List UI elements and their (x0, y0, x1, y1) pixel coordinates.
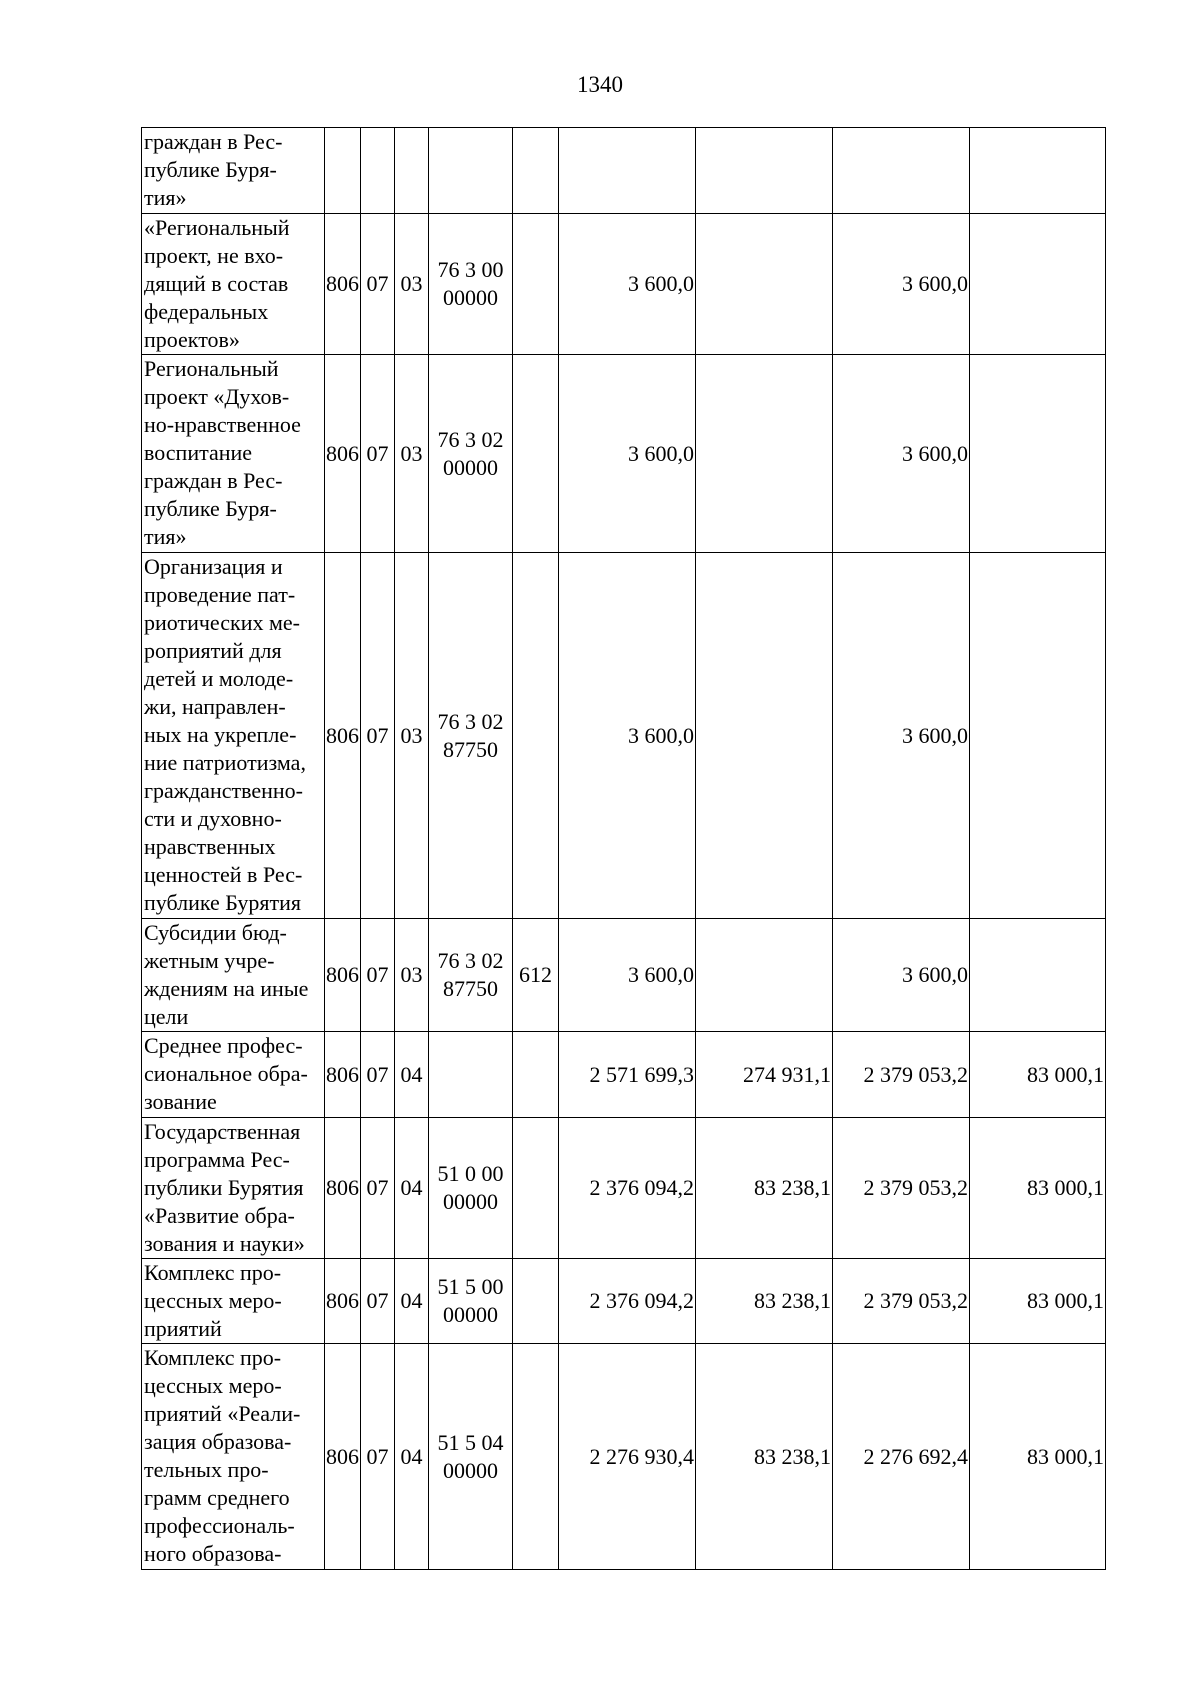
row-name-line: приятий (144, 1316, 222, 1341)
row-name-line: цессных меро- (144, 1373, 282, 1398)
ministry-code-cell: 806 (325, 1032, 361, 1118)
row-name-line: Региональный (144, 356, 279, 381)
page-number: 1340 (577, 72, 623, 97)
row-name-line: зование (144, 1089, 217, 1114)
row-name-line: ного образова- (144, 1541, 282, 1566)
table-row (142, 1118, 1106, 1259)
target-article-cell (429, 919, 513, 1032)
row-name-line: цели (144, 1004, 189, 1029)
republic-amount-cell: 2 379 053,2 (833, 1032, 970, 1118)
target-article-line: 00000 (443, 1189, 498, 1214)
ministry-code-cell: 806 (325, 355, 361, 553)
federal-amount-cell (696, 355, 833, 553)
target-article-cell (429, 553, 513, 919)
row-name-line: детей и молоде- (144, 666, 294, 691)
target-article-line: 76 3 00 (437, 257, 504, 282)
subsection-code-cell: 04 (395, 1118, 429, 1259)
section-code-cell: 07 (361, 355, 395, 553)
row-name-line: зация образова- (144, 1429, 292, 1454)
row-name-cell (142, 128, 325, 214)
row-name-line: Субсидии бюд- (144, 920, 287, 945)
total-amount-cell: 3 600,0 (559, 214, 696, 355)
ministry-code-cell: 806 (325, 919, 361, 1032)
target-article-line: 87750 (443, 736, 498, 762)
ministry-code-cell (325, 128, 361, 214)
row-name-line: приятий «Реали- (144, 1401, 301, 1426)
other-amount-cell (970, 355, 1106, 553)
federal-amount-cell: 83 238,1 (696, 1118, 833, 1259)
target-article-line: 76 3 02 (437, 948, 504, 973)
total-amount-cell: 2 376 094,2 (559, 1259, 696, 1344)
row-name-line: цессных меро- (144, 1288, 282, 1313)
federal-amount-cell: 83 238,1 (696, 1259, 833, 1344)
target-article-line: 00000 (443, 1457, 498, 1483)
table-row (142, 553, 1106, 919)
row-name-line: публике Буря- (144, 157, 277, 182)
total-amount-cell: 2 276 930,4 (559, 1344, 696, 1570)
target-article-cell (429, 128, 513, 214)
ministry-code-cell: 806 (325, 1118, 361, 1259)
expense-type-cell (513, 1259, 559, 1344)
target-article-line: 76 3 02 (437, 708, 504, 734)
row-name-cell (142, 1118, 325, 1259)
expense-type-cell (513, 128, 559, 214)
target-article-line: 51 5 00 (437, 1274, 504, 1299)
row-name-line: публике Буря- (144, 496, 277, 521)
expense-type-cell (513, 553, 559, 919)
row-name-line: программа Рес- (144, 1147, 290, 1172)
target-article-line: 00000 (443, 1302, 498, 1327)
row-name-line: Среднее профес- (144, 1033, 303, 1058)
row-name-line: роприятий для (144, 638, 282, 663)
section-code-cell: 07 (361, 1032, 395, 1118)
federal-amount-cell (696, 128, 833, 214)
row-name-line: риотических ме- (144, 610, 300, 635)
ministry-code-cell: 806 (325, 1344, 361, 1570)
section-code-cell: 07 (361, 919, 395, 1032)
other-amount-cell (970, 919, 1106, 1032)
row-name-cell (142, 553, 325, 919)
republic-amount-cell: 3 600,0 (833, 214, 970, 355)
row-name-line: дящий в состав (144, 271, 289, 296)
row-name-line: граждан в Рес- (144, 468, 283, 493)
section-code-cell: 07 (361, 553, 395, 919)
total-amount-cell: 2 376 094,2 (559, 1118, 696, 1259)
subsection-code-cell: 04 (395, 1259, 429, 1344)
expense-type-cell (513, 355, 559, 553)
row-name-line: ценностей в Рес- (144, 862, 303, 887)
target-article-line: 87750 (443, 976, 498, 1001)
table-row (142, 919, 1106, 1032)
row-name-line: публике Бурятия (144, 890, 301, 915)
total-amount-cell (559, 128, 696, 214)
row-name-line: тия» (144, 185, 187, 210)
target-article-cell (429, 1344, 513, 1570)
other-amount-cell (970, 128, 1106, 214)
other-amount-cell: 83 000,1 (970, 1118, 1106, 1259)
target-article-line: 00000 (443, 454, 498, 480)
target-article-line: 00000 (443, 285, 498, 310)
target-article-line: 51 5 04 (437, 1429, 504, 1455)
table-row (142, 1344, 1106, 1570)
row-name-line: ние патриотизма, (144, 750, 306, 775)
ministry-code-cell: 806 (325, 553, 361, 919)
row-name-cell (142, 1259, 325, 1344)
section-code-cell (361, 128, 395, 214)
row-name-line: граждан в Рес- (144, 129, 283, 154)
total-amount-cell: 3 600,0 (559, 553, 696, 919)
expense-type-cell (513, 1118, 559, 1259)
section-code-cell: 07 (361, 1118, 395, 1259)
republic-amount-cell: 2 379 053,2 (833, 1118, 970, 1259)
table-body (142, 128, 1106, 1570)
row-name-line: но-нравственное (144, 412, 301, 437)
subsection-code-cell: 04 (395, 1032, 429, 1118)
row-name-line: профессиональ- (144, 1513, 295, 1538)
row-name-line: ждениям на иные (144, 976, 309, 1001)
federal-amount-cell: 274 931,1 (696, 1032, 833, 1118)
target-article-cell (429, 1259, 513, 1344)
row-name-line: жи, направлен- (144, 694, 286, 719)
row-name-line: сти и духовно- (144, 806, 282, 831)
table-row (142, 1259, 1106, 1344)
target-article-cell (429, 1118, 513, 1259)
subsection-code-cell: 03 (395, 553, 429, 919)
row-name-cell (142, 1032, 325, 1118)
total-amount-cell: 3 600,0 (559, 919, 696, 1032)
other-amount-cell: 83 000,1 (970, 1032, 1106, 1118)
total-amount-cell: 3 600,0 (559, 355, 696, 553)
total-amount-cell: 2 571 699,3 (559, 1032, 696, 1118)
republic-amount-cell: 3 600,0 (833, 553, 970, 919)
other-amount-cell: 83 000,1 (970, 1259, 1106, 1344)
row-name-line: «Региональный (144, 215, 290, 240)
row-name-line: Государственная (144, 1119, 301, 1144)
other-amount-cell (970, 553, 1106, 919)
other-amount-cell (970, 214, 1106, 355)
row-name-line: нравственных (144, 834, 276, 859)
row-name-cell (142, 355, 325, 553)
ministry-code-cell: 806 (325, 214, 361, 355)
row-name-line: ных на укрепле- (144, 722, 297, 747)
row-name-line: воспитание (144, 440, 253, 465)
federal-amount-cell (696, 553, 833, 919)
expense-type-cell (513, 1032, 559, 1118)
target-article-cell (429, 214, 513, 355)
budget-table (141, 127, 1106, 1570)
row-name-line: сиональное обра- (144, 1061, 308, 1086)
row-name-line: зования и науки» (144, 1231, 305, 1256)
republic-amount-cell: 3 600,0 (833, 919, 970, 1032)
target-article-cell (429, 1032, 513, 1118)
row-name-line: гражданственно- (144, 778, 303, 803)
row-name-line: Организация и (144, 554, 283, 579)
section-code-cell: 07 (361, 1259, 395, 1344)
row-name-line: тия» (144, 524, 187, 549)
row-name-line: грамм среднего (144, 1485, 290, 1510)
republic-amount-cell: 2 276 692,4 (833, 1344, 970, 1570)
row-name-cell (142, 919, 325, 1032)
table-row (142, 214, 1106, 355)
row-name-line: «Развитие обра- (144, 1203, 295, 1228)
table-row (142, 128, 1106, 214)
target-article-cell (429, 355, 513, 553)
subsection-code-cell: 03 (395, 214, 429, 355)
row-name-line: проект «Духов- (144, 384, 290, 409)
republic-amount-cell: 2 379 053,2 (833, 1259, 970, 1344)
section-code-cell: 07 (361, 214, 395, 355)
subsection-code-cell: 03 (395, 919, 429, 1032)
row-name-line: Комплекс про- (144, 1345, 282, 1370)
row-name-line: жетным учре- (144, 948, 275, 973)
target-article-line: 51 0 00 (437, 1161, 504, 1186)
expense-type-cell (513, 1344, 559, 1570)
expense-type-cell: 612 (513, 919, 559, 1032)
federal-amount-cell: 83 238,1 (696, 1344, 833, 1570)
federal-amount-cell (696, 919, 833, 1032)
row-name-line: проект, не вхо- (144, 243, 284, 268)
section-code-cell: 07 (361, 1344, 395, 1570)
subsection-code-cell: 04 (395, 1344, 429, 1570)
table-row (142, 355, 1106, 553)
row-name-cell (142, 214, 325, 355)
row-name-cell (142, 1344, 325, 1570)
row-name-line: проектов» (144, 327, 240, 352)
table-row (142, 1032, 1106, 1118)
row-name-line: тельных про- (144, 1457, 269, 1482)
other-amount-cell: 83 000,1 (970, 1344, 1106, 1570)
target-article-line: 76 3 02 (437, 426, 504, 452)
row-name-line: публики Бурятия (144, 1175, 304, 1200)
row-name-line: федеральных (144, 299, 269, 324)
republic-amount-cell (833, 128, 970, 214)
row-name-line: проведение пат- (144, 582, 296, 607)
republic-amount-cell: 3 600,0 (833, 355, 970, 553)
federal-amount-cell (696, 214, 833, 355)
expense-type-cell (513, 214, 559, 355)
subsection-code-cell: 03 (395, 355, 429, 553)
ministry-code-cell: 806 (325, 1259, 361, 1344)
subsection-code-cell (395, 128, 429, 214)
row-name-line: Комплекс про- (144, 1260, 282, 1285)
